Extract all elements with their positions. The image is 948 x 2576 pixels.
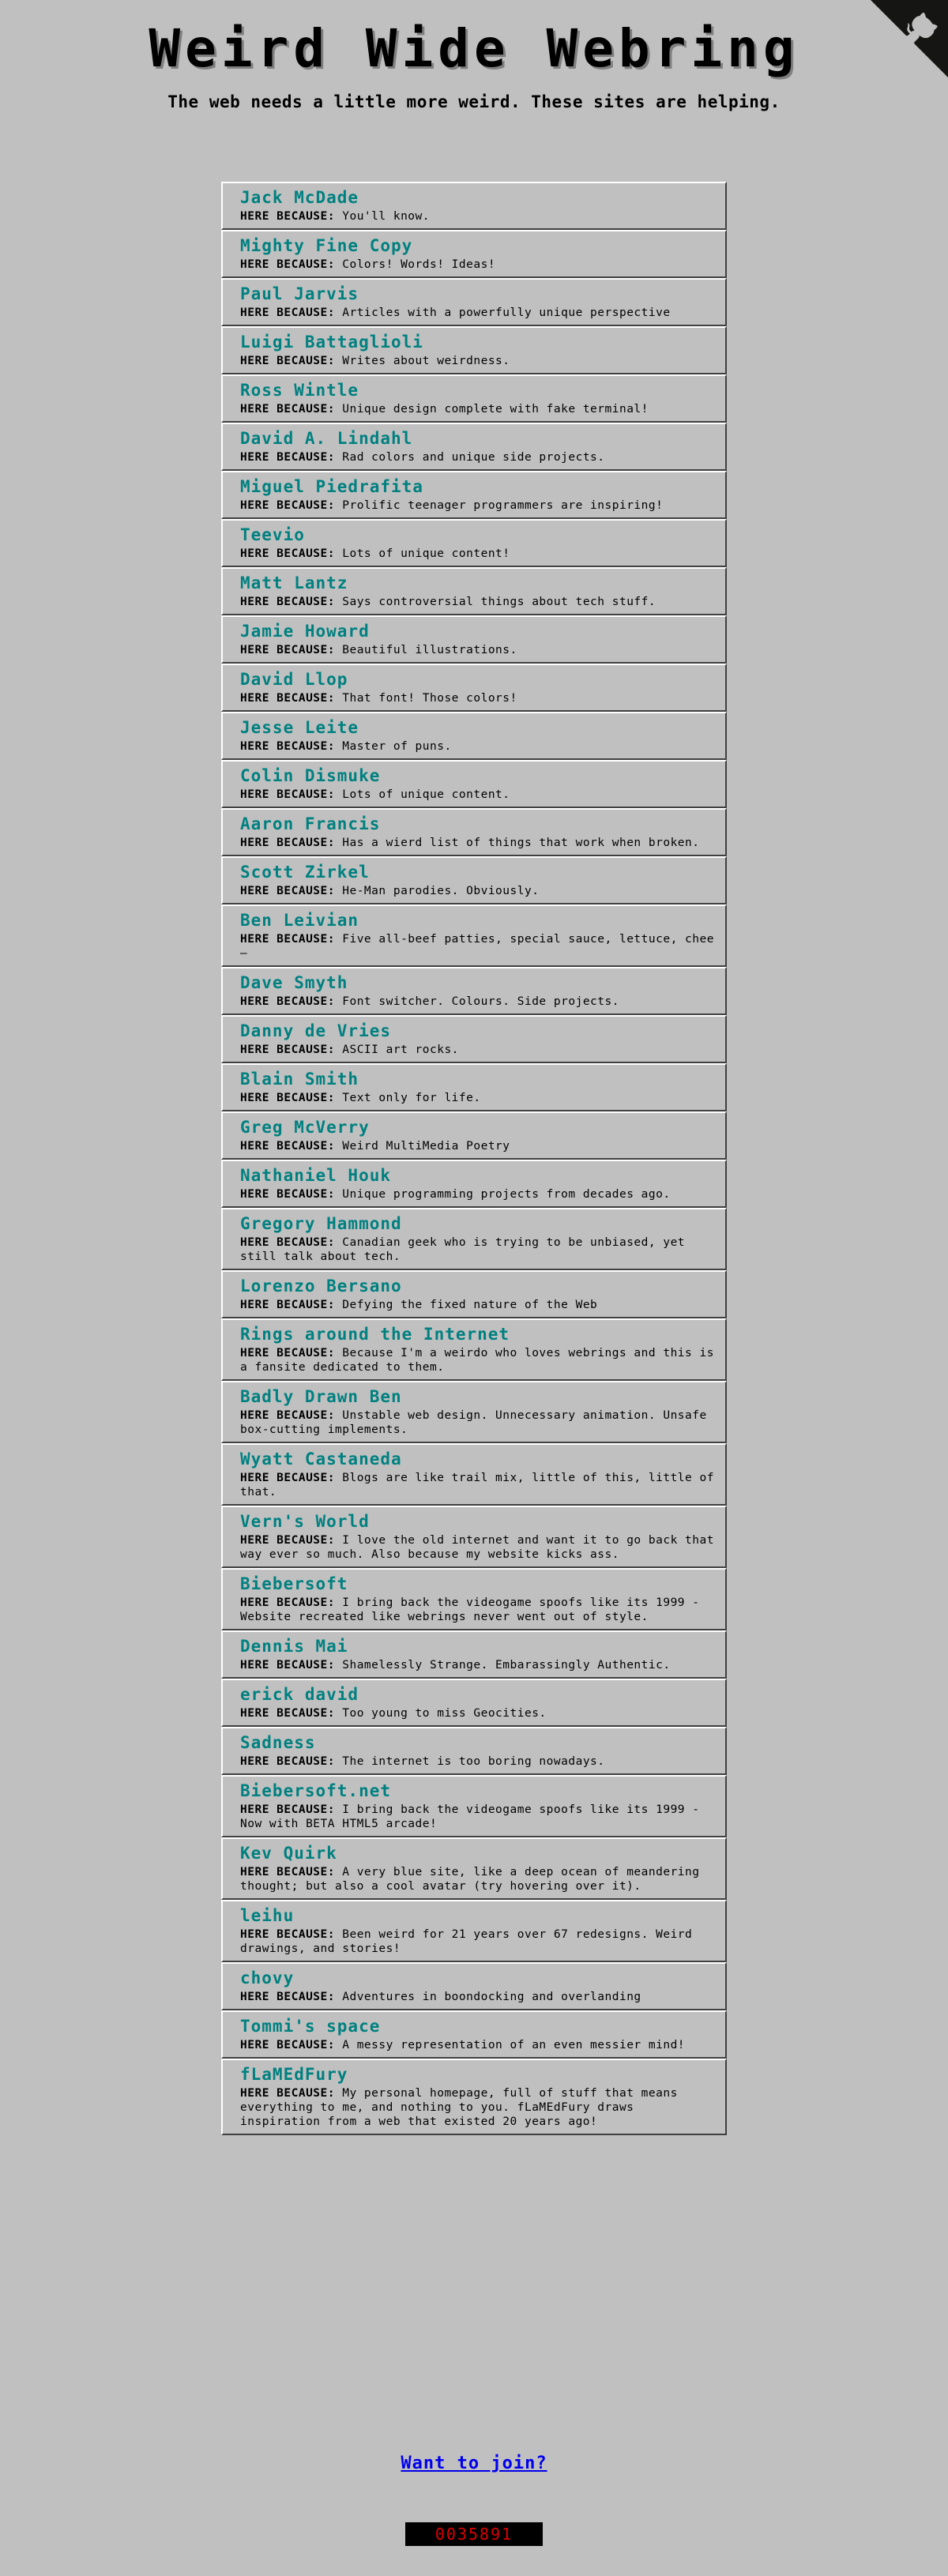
reason-prefix: HERE BECAUSE: <box>240 995 335 1008</box>
reason-text: ASCII art rocks. <box>342 1044 459 1056</box>
member-link[interactable]: Jamie Howard <box>240 622 370 641</box>
reason-prefix: HERE BECAUSE: <box>240 1707 335 1720</box>
member-description <box>240 1139 716 1153</box>
member-link[interactable]: David A. Lindahl <box>240 429 413 448</box>
member-description <box>240 1927 716 1956</box>
reason-text: That font! Those colors! <box>342 692 517 705</box>
reason-prefix: HERE BECAUSE: <box>240 547 335 560</box>
reason-prefix: HERE BECAUSE: <box>240 837 335 849</box>
member-description <box>240 995 716 1009</box>
member-link[interactable]: Teevio <box>240 525 305 544</box>
member-link[interactable]: Matt Lantz <box>240 573 348 592</box>
reason-text: Too young to miss Geocities. <box>342 1707 547 1720</box>
member-description <box>240 788 716 802</box>
reason-text: Weird MultiMedia Poetry <box>342 1140 510 1153</box>
webring-member <box>221 1160 727 1208</box>
reason-text: Blogs are like trail mix, little of this, little of that. <box>240 1472 714 1499</box>
reason-prefix: HERE BECAUSE: <box>240 1140 335 1153</box>
reason-prefix: HERE BECAUSE: <box>240 596 335 608</box>
member-link[interactable]: Ben Leivian <box>240 911 359 930</box>
webring-member <box>221 1063 727 1111</box>
reason-prefix: HERE BECAUSE: <box>240 1236 335 1249</box>
member-link[interactable]: Sadness <box>240 1733 316 1752</box>
reason-prefix: HERE BECAUSE: <box>240 210 335 223</box>
reason-prefix: HERE BECAUSE: <box>240 355 335 367</box>
member-link[interactable]: leihu <box>240 1906 295 1925</box>
webring-member <box>221 423 727 471</box>
reason-prefix: HERE BECAUSE: <box>240 403 335 416</box>
member-description <box>240 450 716 464</box>
webring-member <box>221 904 727 967</box>
member-link[interactable]: Nathaniel Houk <box>240 1166 392 1185</box>
member-description <box>240 836 716 850</box>
member-link[interactable]: Dennis Mai <box>240 1637 348 1656</box>
reason-prefix: HERE BECAUSE: <box>240 885 335 897</box>
webring-member <box>221 1679 727 1727</box>
reason-text: I bring back the videogame spoofs like its 1999 - Now with BETA HTML5 arcade! <box>240 1803 700 1830</box>
reason-text: Has a wierd list of things that work when broken. <box>342 837 700 849</box>
member-description <box>240 1298 716 1312</box>
webring-member <box>221 182 727 230</box>
member-link[interactable]: Tommi's space <box>240 2017 381 2036</box>
webring-member <box>221 471 727 519</box>
member-link[interactable]: erick david <box>240 1685 359 1704</box>
page-header <box>0 0 948 112</box>
member-link[interactable]: Mighty Fine Copy <box>240 236 413 255</box>
webring-member <box>221 1775 727 1837</box>
member-link[interactable]: Blain Smith <box>240 1070 359 1089</box>
webring-member <box>221 1015 727 1063</box>
reason-text: Text only for life. <box>342 1092 481 1104</box>
reason-text: Unstable web design. Unnecessary animation. Unsafe box-cutting implements. <box>240 1409 707 1436</box>
reason-prefix: HERE BECAUSE: <box>240 692 335 705</box>
member-link[interactable]: Biebersoft.net <box>240 1781 392 1800</box>
member-description <box>240 595 716 609</box>
member-link[interactable]: chovy <box>240 1969 295 1987</box>
reason-prefix: HERE BECAUSE: <box>240 740 335 753</box>
reason-prefix: HERE BECAUSE: <box>240 306 335 319</box>
reason-prefix: HERE BECAUSE: <box>240 258 335 271</box>
member-description <box>240 1235 716 1264</box>
member-description <box>240 1187 716 1202</box>
member-description <box>240 1803 716 1831</box>
member-description <box>240 1990 716 2004</box>
webring-member <box>221 1837 727 1900</box>
member-description <box>240 354 716 368</box>
member-description <box>240 1706 716 1720</box>
webring-member <box>221 1270 727 1318</box>
tagline: The web needs a little more weird. These sites are helping. <box>167 92 781 111</box>
member-link[interactable]: Jesse Leite <box>240 718 359 737</box>
reason-prefix: HERE BECAUSE: <box>240 1928 335 1941</box>
webring-member <box>221 712 727 760</box>
webring-member <box>221 230 727 278</box>
reason-text: Adventures in boondocking and overlanding <box>342 1991 641 2003</box>
webring-member <box>221 326 727 374</box>
reason-prefix: HERE BECAUSE: <box>240 1991 335 2003</box>
member-link[interactable]: Biebersoft <box>240 1574 348 1593</box>
member-link[interactable]: David Llop <box>240 670 348 689</box>
reason-prefix: HERE BECAUSE: <box>240 933 335 946</box>
reason-text: Five all-beef patties, special sauce, lettuce, chee— <box>240 933 714 960</box>
reason-text: Beautiful illustrations. <box>342 644 517 656</box>
member-description <box>240 1658 716 1672</box>
member-description <box>240 547 716 561</box>
webring-member <box>221 2010 727 2059</box>
webring-member <box>221 1506 727 1568</box>
webring-member <box>221 1900 727 1962</box>
member-link[interactable]: Colin Dismuke <box>240 766 381 785</box>
member-description <box>240 1346 716 1374</box>
member-description <box>240 884 716 898</box>
member-description <box>240 932 716 961</box>
webring-member <box>221 808 727 856</box>
webring-member <box>221 664 727 712</box>
member-link[interactable]: Paul Jarvis <box>240 284 359 303</box>
reason-prefix: HERE BECAUSE: <box>240 1534 335 1547</box>
webring-member <box>221 760 727 808</box>
reason-prefix: HERE BECAUSE: <box>240 1044 335 1056</box>
member-link[interactable]: Badly Drawn Ben <box>240 1387 402 1406</box>
member-link[interactable]: Jack McDade <box>240 188 359 207</box>
member-description <box>240 1596 716 1624</box>
reason-text: Shamelessly Strange. Embarassingly Authentic. <box>342 1659 671 1672</box>
webring-member <box>221 1381 727 1443</box>
reason-prefix: HERE BECAUSE: <box>240 1803 335 1816</box>
member-link[interactable]: Vern's World <box>240 1512 370 1531</box>
octocat-icon <box>871 0 948 77</box>
reason-prefix: HERE BECAUSE: <box>240 451 335 464</box>
member-description <box>240 1408 716 1437</box>
member-description <box>240 1091 716 1105</box>
reason-prefix: HERE BECAUSE: <box>240 644 335 656</box>
member-link[interactable]: Kev Quirk <box>240 1844 337 1863</box>
webring-member <box>221 2059 727 2135</box>
webring-member <box>221 1568 727 1630</box>
member-link[interactable]: fLaMEdFury <box>240 2065 348 2084</box>
member-link[interactable]: Aaron Francis <box>240 814 381 833</box>
reason-text: Lots of unique content! <box>342 547 510 560</box>
webring-member <box>221 1111 727 1160</box>
reason-prefix: HERE BECAUSE: <box>240 1472 335 1484</box>
member-description <box>240 498 716 513</box>
want-to-join-link[interactable]: Want to join? <box>401 2454 547 2473</box>
member-description <box>240 2038 716 2052</box>
reason-text: Master of puns. <box>342 740 452 753</box>
reason-text: I love the old internet and want it to go back that way ever so much. Also because my website kicks ass. <box>240 1534 714 1561</box>
member-description <box>240 306 716 320</box>
reason-prefix: HERE BECAUSE: <box>240 1092 335 1104</box>
webring-member <box>221 1318 727 1381</box>
reason-text: Because I'm a weirdo who loves webrings and this is a fansite dedicated to them. <box>240 1347 714 1374</box>
member-description <box>240 258 716 272</box>
reason-text: You'll know. <box>342 210 430 223</box>
reason-text: Canadian geek who is trying to be unbiased, yet still talk about tech. <box>240 1236 686 1263</box>
reason-prefix: HERE BECAUSE: <box>240 1755 335 1768</box>
reason-text: He-Man parodies. Obviously. <box>342 885 540 897</box>
reason-text: I bring back the videogame spoofs like its 1999 - Website recreated like webrings never went out of style. <box>240 1596 700 1623</box>
member-description <box>240 1754 716 1769</box>
member-link[interactable]: Danny de Vries <box>240 1021 392 1040</box>
reason-text: Colors! Words! Ideas! <box>342 258 496 271</box>
reason-text: Prolific teenager programmers are inspiring! <box>342 499 664 512</box>
member-link[interactable]: Gregory Hammond <box>240 1214 402 1233</box>
member-link[interactable]: Wyatt Castaneda <box>240 1450 402 1469</box>
reason-text: Defying the fixed nature of the Web <box>342 1299 598 1311</box>
reason-prefix: HERE BECAUSE: <box>240 788 335 801</box>
webring-member <box>221 856 727 904</box>
reason-text: Font switcher. Colours. Side projects. <box>342 995 619 1008</box>
reason-prefix: HERE BECAUSE: <box>240 1659 335 1672</box>
member-link[interactable]: Greg McVerry <box>240 1118 370 1137</box>
hit-counter: 0035891 <box>405 2522 543 2546</box>
reason-text: A messy representation of an even messier mind! <box>342 2039 686 2051</box>
member-link[interactable]: Rings around the Internet <box>240 1325 510 1344</box>
reason-text: Says controversial things about tech stuff. <box>342 596 656 608</box>
reason-text: The internet is too boring nowadays. <box>342 1755 605 1768</box>
member-description <box>240 1043 716 1057</box>
member-description <box>240 209 716 224</box>
webring-member <box>221 278 727 326</box>
reason-prefix: HERE BECAUSE: <box>240 1866 335 1878</box>
member-description <box>240 2086 716 2129</box>
member-link[interactable]: Luigi Battaglioli <box>240 333 423 352</box>
member-description <box>240 739 716 754</box>
reason-text: Lots of unique content. <box>342 788 510 801</box>
reason-prefix: HERE BECAUSE: <box>240 1188 335 1201</box>
webring-member <box>221 1443 727 1506</box>
reason-prefix: HERE BECAUSE: <box>240 2039 335 2051</box>
reason-prefix: HERE BECAUSE: <box>240 1299 335 1311</box>
member-description <box>240 1865 716 1893</box>
page-title: Weird Wide Webring <box>149 18 799 79</box>
reason-prefix: HERE BECAUSE: <box>240 1409 335 1422</box>
webring-member <box>221 615 727 664</box>
member-description <box>240 1471 716 1499</box>
member-description <box>240 643 716 657</box>
member-link[interactable]: Miguel Piedrafita <box>240 477 423 496</box>
webring-member <box>221 567 727 615</box>
reason-text: A very blue site, like a deep ocean of meandering thought; but also a cool avatar (try hovering over it). <box>240 1866 700 1893</box>
reason-text: Writes about weirdness. <box>342 355 510 367</box>
webring-member <box>221 519 727 567</box>
reason-text: Articles with a powerfully unique perspective <box>342 306 671 319</box>
webring-member-list <box>221 182 727 2135</box>
reason-prefix: HERE BECAUSE: <box>240 1347 335 1359</box>
reason-prefix: HERE BECAUSE: <box>240 1596 335 1609</box>
reason-text: Unique design complete with fake terminal! <box>342 403 649 416</box>
reason-prefix: HERE BECAUSE: <box>240 2087 335 2100</box>
github-corner-link[interactable] <box>871 0 948 77</box>
webring-member <box>221 967 727 1015</box>
member-description <box>240 1533 716 1562</box>
reason-text: Been weird for 21 years over 67 redesigns. Weird drawings, and stories! <box>240 1928 693 1955</box>
member-link[interactable]: Dave Smyth <box>240 973 348 992</box>
reason-text: Rad colors and unique side projects. <box>342 451 605 464</box>
member-description <box>240 691 716 705</box>
reason-text: My personal homepage, full of stuff that means everything to me, and nothing to you. fLaMEdFury draws inspiration from a web that existed 20 years ago! <box>240 2087 678 2128</box>
webring-member <box>221 1208 727 1270</box>
webring-member <box>221 374 727 423</box>
webring-member <box>221 1727 727 1775</box>
reason-text: Unique programming projects from decades ago. <box>342 1188 671 1201</box>
join-section <box>0 2454 948 2473</box>
webring-member <box>221 1962 727 2010</box>
member-description <box>240 402 716 416</box>
reason-prefix: HERE BECAUSE: <box>240 499 335 512</box>
webring-member <box>221 1630 727 1679</box>
member-link[interactable]: Ross Wintle <box>240 381 359 400</box>
member-link[interactable]: Scott Zirkel <box>240 863 370 882</box>
member-link[interactable]: Lorenzo Bersano <box>240 1277 402 1296</box>
